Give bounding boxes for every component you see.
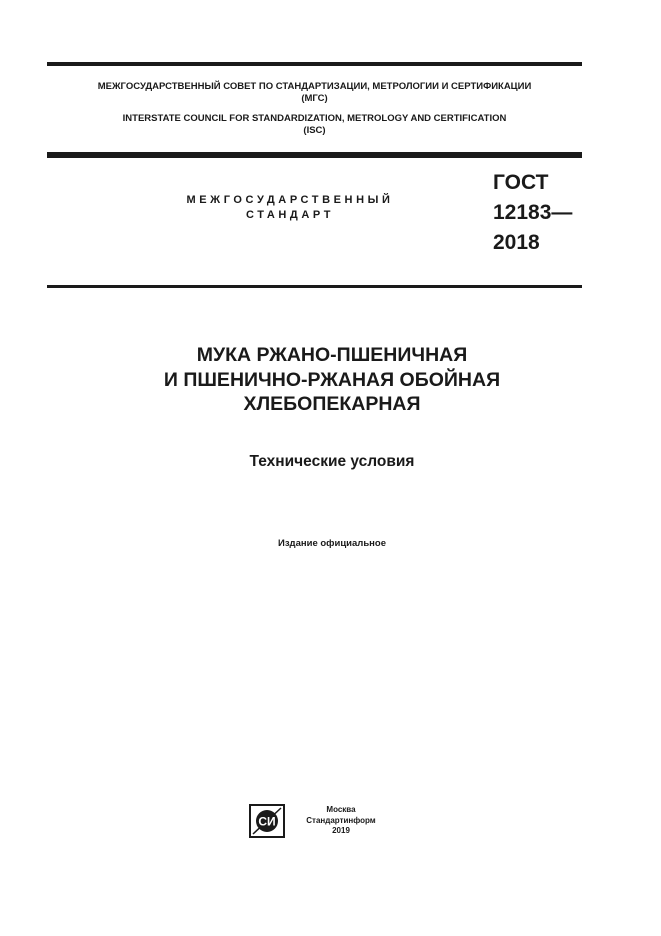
gost-number: ГОСТ 12183— 2018 [493, 171, 573, 254]
imprint-year: 2019 [332, 826, 350, 835]
standartinform-logo-icon [249, 804, 285, 838]
council-name-ru: МЕЖГОСУДАРСТВЕННЫЙ СОВЕТ ПО СТАНДАРТИЗАЦИИ, МЕТРОЛОГИИ И СЕРТИФИКАЦИИ (МГС) [97, 81, 532, 104]
council-name-en: INTERSTATE COUNCIL FOR STANDARDIZATION, METROLOGY AND CERTIFICATION (ISC) [122, 113, 507, 136]
imprint [296, 805, 386, 837]
document-subtitle: Технические условия [249, 453, 415, 470]
section-rule [47, 285, 582, 288]
header-rule [47, 152, 582, 158]
imprint-city: Москва [326, 805, 356, 814]
edition-label: Издание официальное [278, 538, 386, 549]
top-rule [47, 62, 582, 66]
standard-type: МЕЖГОСУДАРСТВЕННЫЙ СТАНДАРТ [186, 194, 394, 221]
document-title: МУКА РЖАНО-ПШЕНИЧНАЯ И ПШЕНИЧНО-РЖАНАЯ ОБОЙНАЯ ХЛЕБОПЕКАРНАЯ [163, 344, 501, 415]
imprint-publisher: Стандартинформ [306, 815, 376, 825]
logo-text: СИ [258, 814, 276, 829]
